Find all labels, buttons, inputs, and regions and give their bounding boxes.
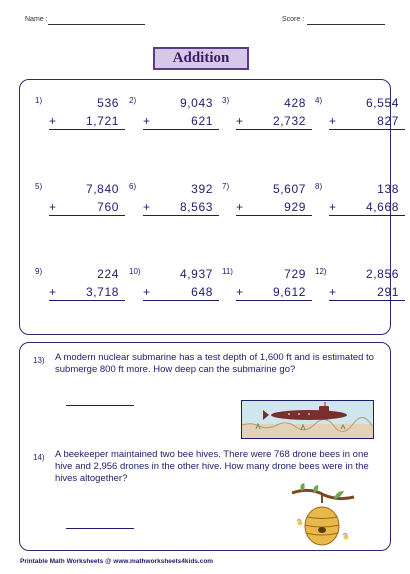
plus-sign: + [329,114,337,128]
top-addend: 2,856 [365,267,399,281]
bottom-addend: 9,612 [272,285,306,299]
bottom-addend: 3,718 [85,285,119,299]
plus-sign: + [236,285,244,299]
bottom-addend: 1,721 [85,114,119,128]
answer-line[interactable] [66,528,134,529]
plus-sign: + [49,285,57,299]
top-addend: 4,937 [179,267,213,281]
top-addend: 9,043 [179,96,213,110]
top-addend: 392 [191,182,213,196]
plus-sign: + [143,285,151,299]
addition-problem [315,182,405,227]
plus-sign: + [143,200,151,214]
plus-sign: + [49,200,57,214]
score-field-line[interactable] [307,24,385,25]
name-label: Name : [25,16,48,23]
top-addend: 5,607 [272,182,306,196]
answer-line[interactable] [66,405,134,406]
problem-number: 1) [35,96,43,105]
addition-problem [35,267,125,312]
bottom-addend: 827 [377,114,399,128]
bottom-addend: 760 [97,200,119,214]
bottom-addend: 291 [377,285,399,299]
addition-problem [315,96,405,141]
word-problem-text: A beekeeper maintained two bee hives. There were 768 drone bees in one hive and 2,956 drones in the other hive. How many drone bees were in the hives altogether? [55,449,369,484]
bottom-addend: 648 [191,285,213,299]
problem-number: 12) [315,267,327,276]
plus-sign: + [329,285,337,299]
top-addend: 6,554 [365,96,399,110]
addition-problem [35,182,125,227]
word-problem-number: 14) [33,453,45,462]
plus-sign: + [49,114,57,128]
submarine-icon [241,400,374,439]
addition-problem [129,267,219,312]
word-problem-text: A modern nuclear submarine has a test depth of 1,600 ft and is estimated to submerge 800 ft more. How deep can the submarine go? [55,352,374,375]
bottom-addend: 4,668 [365,200,399,214]
problem-number: 8) [315,182,323,191]
top-addend: 7,840 [85,182,119,196]
bottom-addend: 8,563 [179,200,213,214]
top-addend: 224 [97,267,119,281]
problem-number: 4) [315,96,323,105]
plus-sign: + [236,114,244,128]
score-label: Score : [282,16,305,23]
bottom-addend: 929 [284,200,306,214]
problem-number: 9) [35,267,43,276]
problem-number: 10) [129,267,141,276]
addition-problem [222,182,312,227]
problem-number: 5) [35,182,43,191]
top-addend: 138 [377,182,399,196]
problem-number: 6) [129,182,137,191]
name-field-line[interactable] [48,24,145,25]
plus-sign: + [236,200,244,214]
beehive-icon [290,483,358,549]
addition-problem [222,267,312,312]
problem-number: 2) [129,96,137,105]
addition-problem [35,96,125,141]
addition-problem [129,182,219,227]
bottom-addend: 2,732 [272,114,306,128]
bottom-addend: 621 [191,114,213,128]
title-banner [153,47,249,70]
top-addend: 729 [284,267,306,281]
addition-problem [315,267,405,312]
page-title: Addition [172,50,230,66]
plus-sign: + [143,114,151,128]
footer-credit: Printable Math Worksheets @ www.mathworksheets4kids.com [20,558,214,565]
top-addend: 428 [284,96,306,110]
addition-problem [222,96,312,141]
addition-problem [129,96,219,141]
word-problem-number: 13) [33,356,45,365]
problem-number: 7) [222,182,230,191]
plus-sign: + [329,200,337,214]
problem-number: 11) [222,267,233,276]
problem-number: 3) [222,96,230,105]
top-addend: 536 [97,96,119,110]
